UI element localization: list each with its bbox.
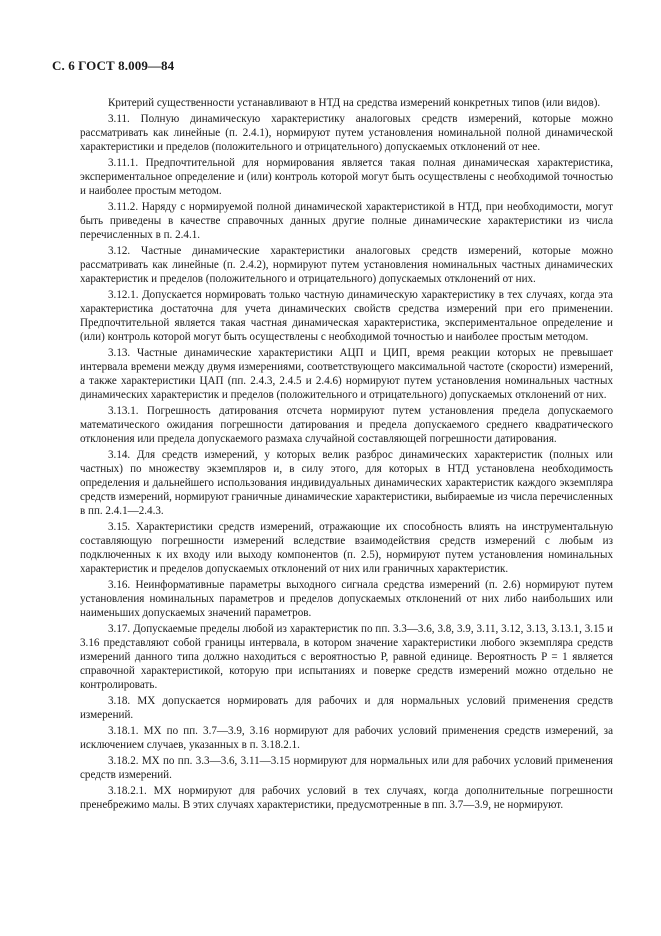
paragraph-3-14: 3.14. Для средств измерений, у которых велик разброс динамических характеристик (полных или частных) по множеству экземпляров и, в силу этого, для которых в НТД установлена необходимость определения и дальнейшего использования индивидуальных динамических характеристик каждого экземпляра средств измерений, нормируют граничные динамические характеристики, выбираемые из числа перечисленных в пп. 2.4.1—2.4.3. bbox=[80, 449, 613, 517]
paragraph-3-11: 3.11. Полную динамическую характеристику аналоговых средств измерений, которые можно рассматривать как линейные (п. 2.4.1), нормируют путем установления номинальной полной динамической характеристики и пределов (положительного и отрицательного) допускаемых отклонений от нее. bbox=[80, 113, 613, 153]
paragraph-3-12-1: 3.12.1. Допускается нормировать только частную динамическую характеристику в тех случаях, когда эта характеристика достаточна для учета динамических свойств средства измерений при его применении. Предпочтительной является такая частная динамическая характеристика, экспериментальное определение и (или) контроль которой могут быть осуществлены с необходимой точностью и наиболее простым методом. bbox=[80, 289, 613, 343]
paragraph-3-18-1: 3.18.1. МХ по пп. 3.7—3.9, 3.16 нормируют для рабочих условий применения средств измерений, за исключением случаев, указанных в п. 3.18.2.1. bbox=[80, 725, 613, 751]
paragraph-3-13: 3.13. Частные динамические характеристики АЦП и ЦИП, время реакции которых не превышает интервала времени между двумя измерениями, соответствующего максимальной частоте (скорости) измерений, а также характеристики ЦАП (пп. 2.4.3, 2.4.5 и 2.4.6) нормируют путем установления номинальных частных динамических характеристик и пределов (положительного и отрицательного) допускаемых отклонений от них. bbox=[80, 347, 613, 401]
paragraph-3-13-1: 3.13.1. Погрешность датирования отсчета нормируют путем установления предела допускаемого математического ожидания погрешности датирования и предела допускаемого среднего квадратического отклонения или предела допускаемого размаха случайной составляющей погрешности датирования. bbox=[80, 405, 613, 445]
paragraph-3-18-2: 3.18.2. МХ по пп. 3.3—3.6, 3.11—3.15 нормируют для нормальных или для рабочих условий применения средств измерений. bbox=[80, 755, 613, 781]
paragraph-3-12: 3.12. Частные динамические характеристики аналоговых средств измерений, которые можно рассматривать как линейные (п. 2.4.2), нормируют путем установления номинальных частных динамических характеристик и пределов (положительного и отрицательного) допускаемых отклонений от них. bbox=[80, 245, 613, 285]
paragraph-3-17: 3.17. Допускаемые пределы любой из характеристик по пп. 3.3—3.6, 3.8, 3.9, 3.11, 3.12, 3.13, 3.13.1, 3.15 и 3.16 представляют собой границы интервала, в котором значение характеристики любого экземпляра средств измерений данного типа должно находиться с вероятностью P, равной единице. Вероятность P = 1 является справочной характеристикой, которую при испытаниях и поверке средств измерений можно отдельно не контролировать. bbox=[80, 623, 613, 691]
paragraph-3-18-2-1: 3.18.2.1. МХ нормируют для рабочих условий в тех случаях, когда дополнительные погрешности пренебрежимо малы. В этих случаях характеристики, предусмотренные в пп. 3.7—3.9, не нормируют. bbox=[80, 785, 613, 811]
paragraph-3-15: 3.15. Характеристики средств измерений, отражающие их способность влиять на инструментальную составляющую погрешности измерений вследствие взаимодействия средств измерений с любым из подключенных к их входу или выходу компонентов (п. 2.5), нормируют путем установления номинальных характеристик и пределов допускаемых отклонений от них или граничных характеристик. bbox=[80, 521, 613, 575]
document-body bbox=[80, 96, 613, 814]
paragraph-3-11-2: 3.11.2. Наряду с нормируемой полной динамической характеристикой в НТД, при необходимости, могут быть приведены в качестве справочных данных другие полные динамические характеристики из числа перечисленных в п. 2.4.1. bbox=[80, 201, 613, 241]
running-head: С. 6 ГОСТ 8.009—84 bbox=[52, 58, 175, 73]
paragraph-3-18: 3.18. МХ допускается нормировать для рабочих и для нормальных условий применения средств измерений. bbox=[80, 695, 613, 721]
paragraph-criterion: Критерий существенности устанавливают в НТД на средства измерений конкретных типов (или видов). bbox=[108, 97, 601, 109]
paragraph-3-16: 3.16. Неинформативные параметры выходного сигнала средства измерений (п. 2.6) нормируют путем установления номинальных параметров и пределов допускаемых отклонений от них либо наибольших или наименьших допускаемых значений параметров. bbox=[80, 579, 613, 619]
paragraph-3-11-1: 3.11.1. Предпочтительной для нормирования является такая полная динамическая характеристика, экспериментальное определение и (или) контроль которой могут быть осуществлены с необходимой точностью и наиболее простым методом. bbox=[80, 157, 613, 197]
